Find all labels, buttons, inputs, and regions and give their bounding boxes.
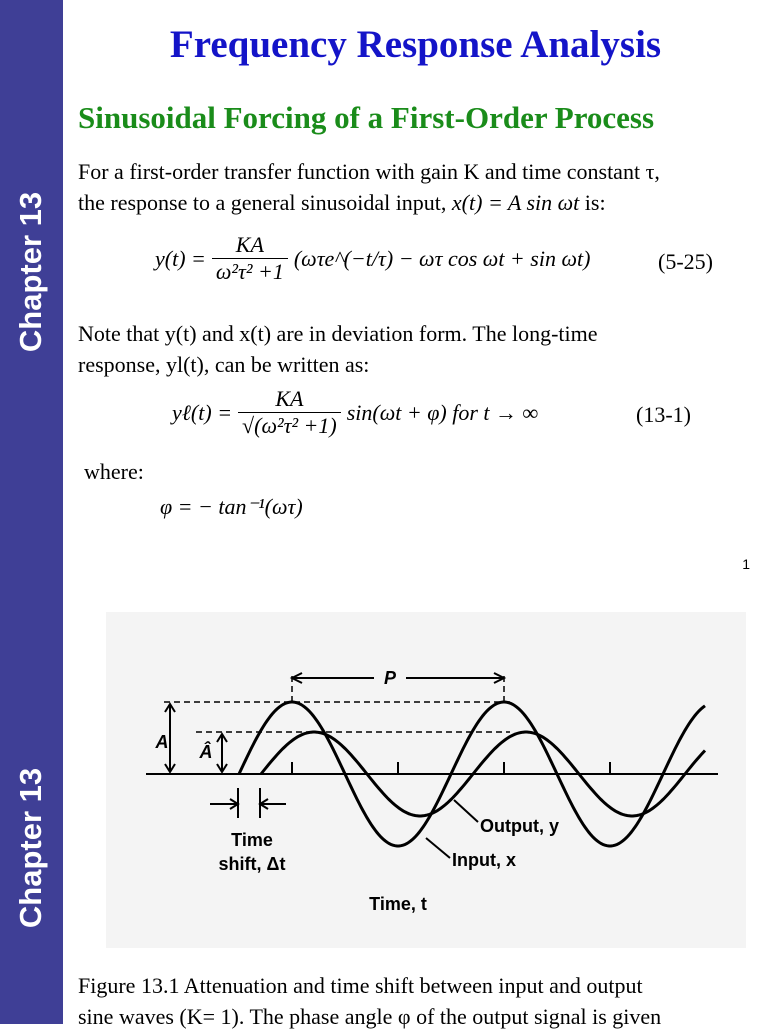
input-pointer: [426, 838, 450, 858]
period-arrow: [292, 673, 504, 683]
time-shift-arrows: [210, 788, 286, 818]
caption-line-1: Figure 13.1 Attenuation and time shift between input and output: [78, 973, 643, 998]
input-label: Input, x: [452, 850, 516, 870]
eq2-numerator: KA: [275, 386, 304, 411]
note-line-2: response, yl(t), can be written as:: [78, 352, 370, 377]
intro-paragraph: [78, 156, 768, 218]
caption-line-2: sine waves (K= 1). The phase angle φ of the output signal is given: [78, 1004, 662, 1029]
time-shift-label-line-2: shift, Δt: [218, 854, 286, 874]
where-label: where:: [84, 459, 144, 484]
intro-line-1: For a first-order transfer function with gain K and time constant τ,: [78, 159, 660, 184]
eq1-fraction: [212, 232, 288, 285]
equation-number-13-1: (13-1): [636, 402, 691, 427]
eq1-rhs: (ωτe^(−t/τ) − ωτ cos ωt + sin ωt): [293, 245, 591, 271]
eq2-denominator: √(ω²τ² +1): [238, 412, 341, 439]
eq2-fraction: [238, 386, 341, 439]
sine-wave-figure: [106, 612, 746, 948]
amplitude-arrows: [165, 704, 227, 772]
dashed-guides: [164, 676, 510, 732]
equation-13-1: [172, 386, 538, 439]
eq1-numerator: KA: [235, 232, 264, 257]
time-axis-label: Time, t: [369, 894, 427, 914]
equation-5-25: [155, 232, 590, 285]
sidebar: Chapter 13 Chapter 13: [0, 0, 63, 1024]
amplitude-hat-label: Â: [199, 742, 213, 762]
note-paragraph: [78, 318, 768, 380]
output-label: Output, y: [480, 816, 559, 836]
equation-number-5-25: (5-25): [658, 249, 713, 274]
amplitude-label: A: [155, 732, 169, 752]
eq2-rhs: sin(ωt + φ) for t → ∞: [346, 399, 539, 425]
eq1-lhs: y(t) =: [155, 245, 206, 271]
output-pointer: [454, 800, 478, 822]
figure-13-1: [106, 612, 746, 948]
page-title: Frequency Response Analysis: [169, 23, 662, 66]
intro-line-2: the response to a general sinusoidal input, x(t) = A sin ωt is:: [78, 190, 606, 215]
time-shift-label-line-1: Time: [231, 830, 273, 850]
eq2-lhs: yℓ(t) =: [172, 399, 233, 425]
page-number: 1: [742, 556, 750, 572]
note-line-1: Note that y(t) and x(t) are in deviation form. The long-time: [78, 321, 598, 346]
section-subtitle: Sinusoidal Forcing of a First-Order Process: [78, 100, 655, 135]
phase-angle-equation: φ = − tan⁻¹(ωτ): [160, 494, 303, 519]
input-equation: x(t) = A sin ωt: [451, 190, 580, 215]
period-label: P: [383, 668, 397, 688]
eq1-denominator: ω²τ² +1: [212, 258, 288, 285]
figure-caption: [78, 970, 768, 1032]
